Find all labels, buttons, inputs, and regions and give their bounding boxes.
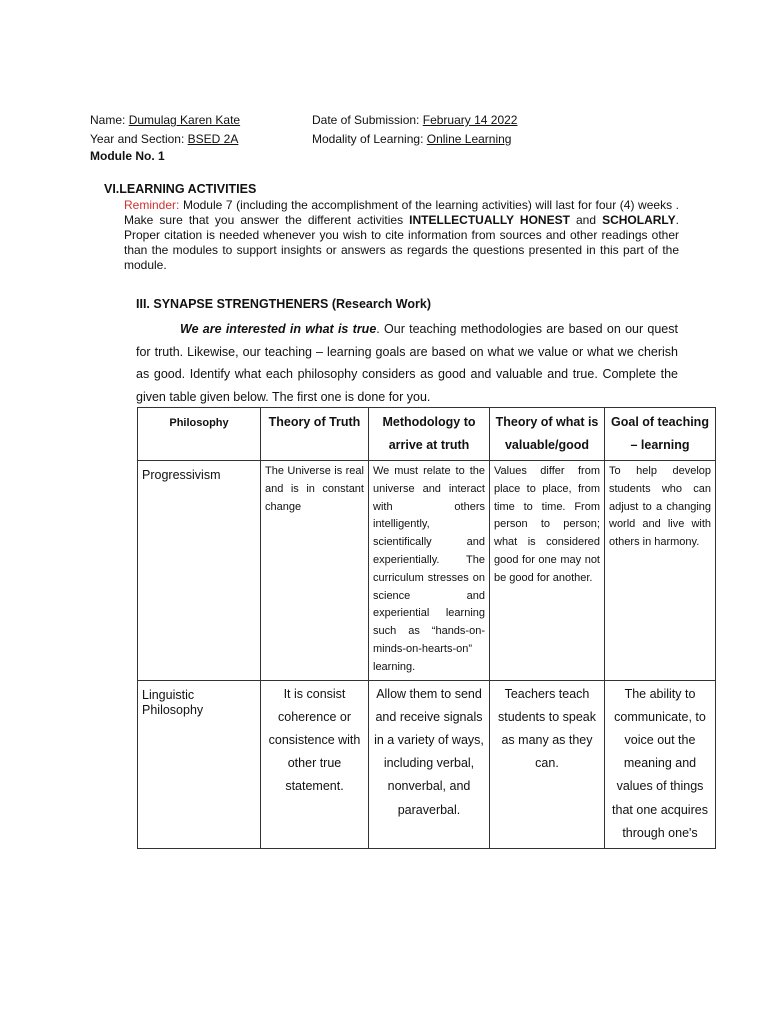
modality-label: Modality of Learning: — [312, 132, 424, 146]
reminder-label: Reminder: — [124, 198, 180, 212]
name-label: Name: — [90, 113, 126, 127]
philosophy-table — [137, 407, 716, 849]
header-valuable-good: Theory of what is valuable/good — [490, 408, 605, 461]
name-value: Dumulag Karen Kate — [128, 113, 241, 127]
module-number: Module No. 1 — [90, 149, 165, 163]
table-header-row — [138, 408, 716, 461]
synapse-body: . Our teaching methodologies are based on our quest for truth. Likewise, our teaching – learning goals are based on what we value or what we cherish as good. Identify what each philosophy considers as good and valuable and true. Complete the given table given below. The first one is done for you. — [136, 322, 678, 404]
header-goal: Goal of teaching – learning — [605, 408, 716, 461]
cell-methodology: We must relate to the universe and interact with others intelligently, scientifically and experientially. The curriculum stresses on science and experiential learning such as “hands-on-minds-on-hearts-on” learning. — [369, 461, 490, 681]
table-row — [138, 461, 716, 681]
reminder-text-3: . Proper citation is needed whenever you wish to cite information from sources and other readings other than the modules to support insights or answers as regards the questions presented in this part of the module. — [124, 213, 679, 272]
section-label: Year and Section: — [90, 132, 185, 146]
modality-value: Online Learning — [426, 132, 512, 146]
date-value: February 14 2022 — [422, 113, 518, 127]
header-methodology: Methodology to arrive at truth — [369, 408, 490, 461]
cell-theory-of-truth: The Universe is real and is in constant change — [261, 461, 369, 681]
section-line — [90, 132, 238, 146]
cell-theory-of-truth: It is consist coherence or consistence with other true statement. — [261, 680, 369, 848]
cell-methodology: Allow them to send and receive signals in a variety of ways, including verbal, nonverbal, and paraverbal. — [369, 680, 490, 848]
table-row — [138, 680, 716, 848]
activities-title: VI.LEARNING ACTIVITIES — [104, 182, 257, 196]
cell-goal: The ability to communicate, to voice out the meaning and values of things that one acquires through one's — [605, 680, 716, 848]
name-line — [90, 113, 240, 127]
cell-goal: To help develop students who can adjust to a changing world and live with others in harmony. — [605, 461, 716, 681]
cell-philosophy: Progressivism — [138, 461, 261, 681]
reminder-paragraph — [124, 198, 679, 273]
synapse-lead: We are interested in what is true — [180, 322, 377, 336]
date-line — [312, 113, 517, 127]
header-philosophy: Philosophy — [138, 408, 261, 461]
reminder-bold-1: INTELLECTUALLY HONEST — [409, 213, 570, 227]
reminder-text-2: and — [569, 213, 603, 227]
reminder-text-1: Module 7 (including the accomplishment of the learning activities) will last for four (4) weeks . Make sure that you answer the different activities — [124, 198, 679, 227]
date-label: Date of Submission: — [312, 113, 420, 127]
modality-line — [312, 132, 511, 146]
reminder-bold-2: SCHOLARLY — [602, 213, 676, 227]
cell-valuable-good: Teachers teach students to speak as many as they can. — [490, 680, 605, 848]
cell-philosophy: Linguistic Philosophy — [138, 680, 261, 848]
header-theory-of-truth: Theory of Truth — [261, 408, 369, 461]
cell-valuable-good: Values differ from place to place, from time to time. From person to person; what is considered good for one may not be good for another. — [490, 461, 605, 681]
synapse-title: III. SYNAPSE STRENGTHENERS (Research Work) — [136, 297, 431, 311]
section-value: BSED 2A — [187, 132, 239, 146]
synapse-intro — [136, 318, 678, 408]
